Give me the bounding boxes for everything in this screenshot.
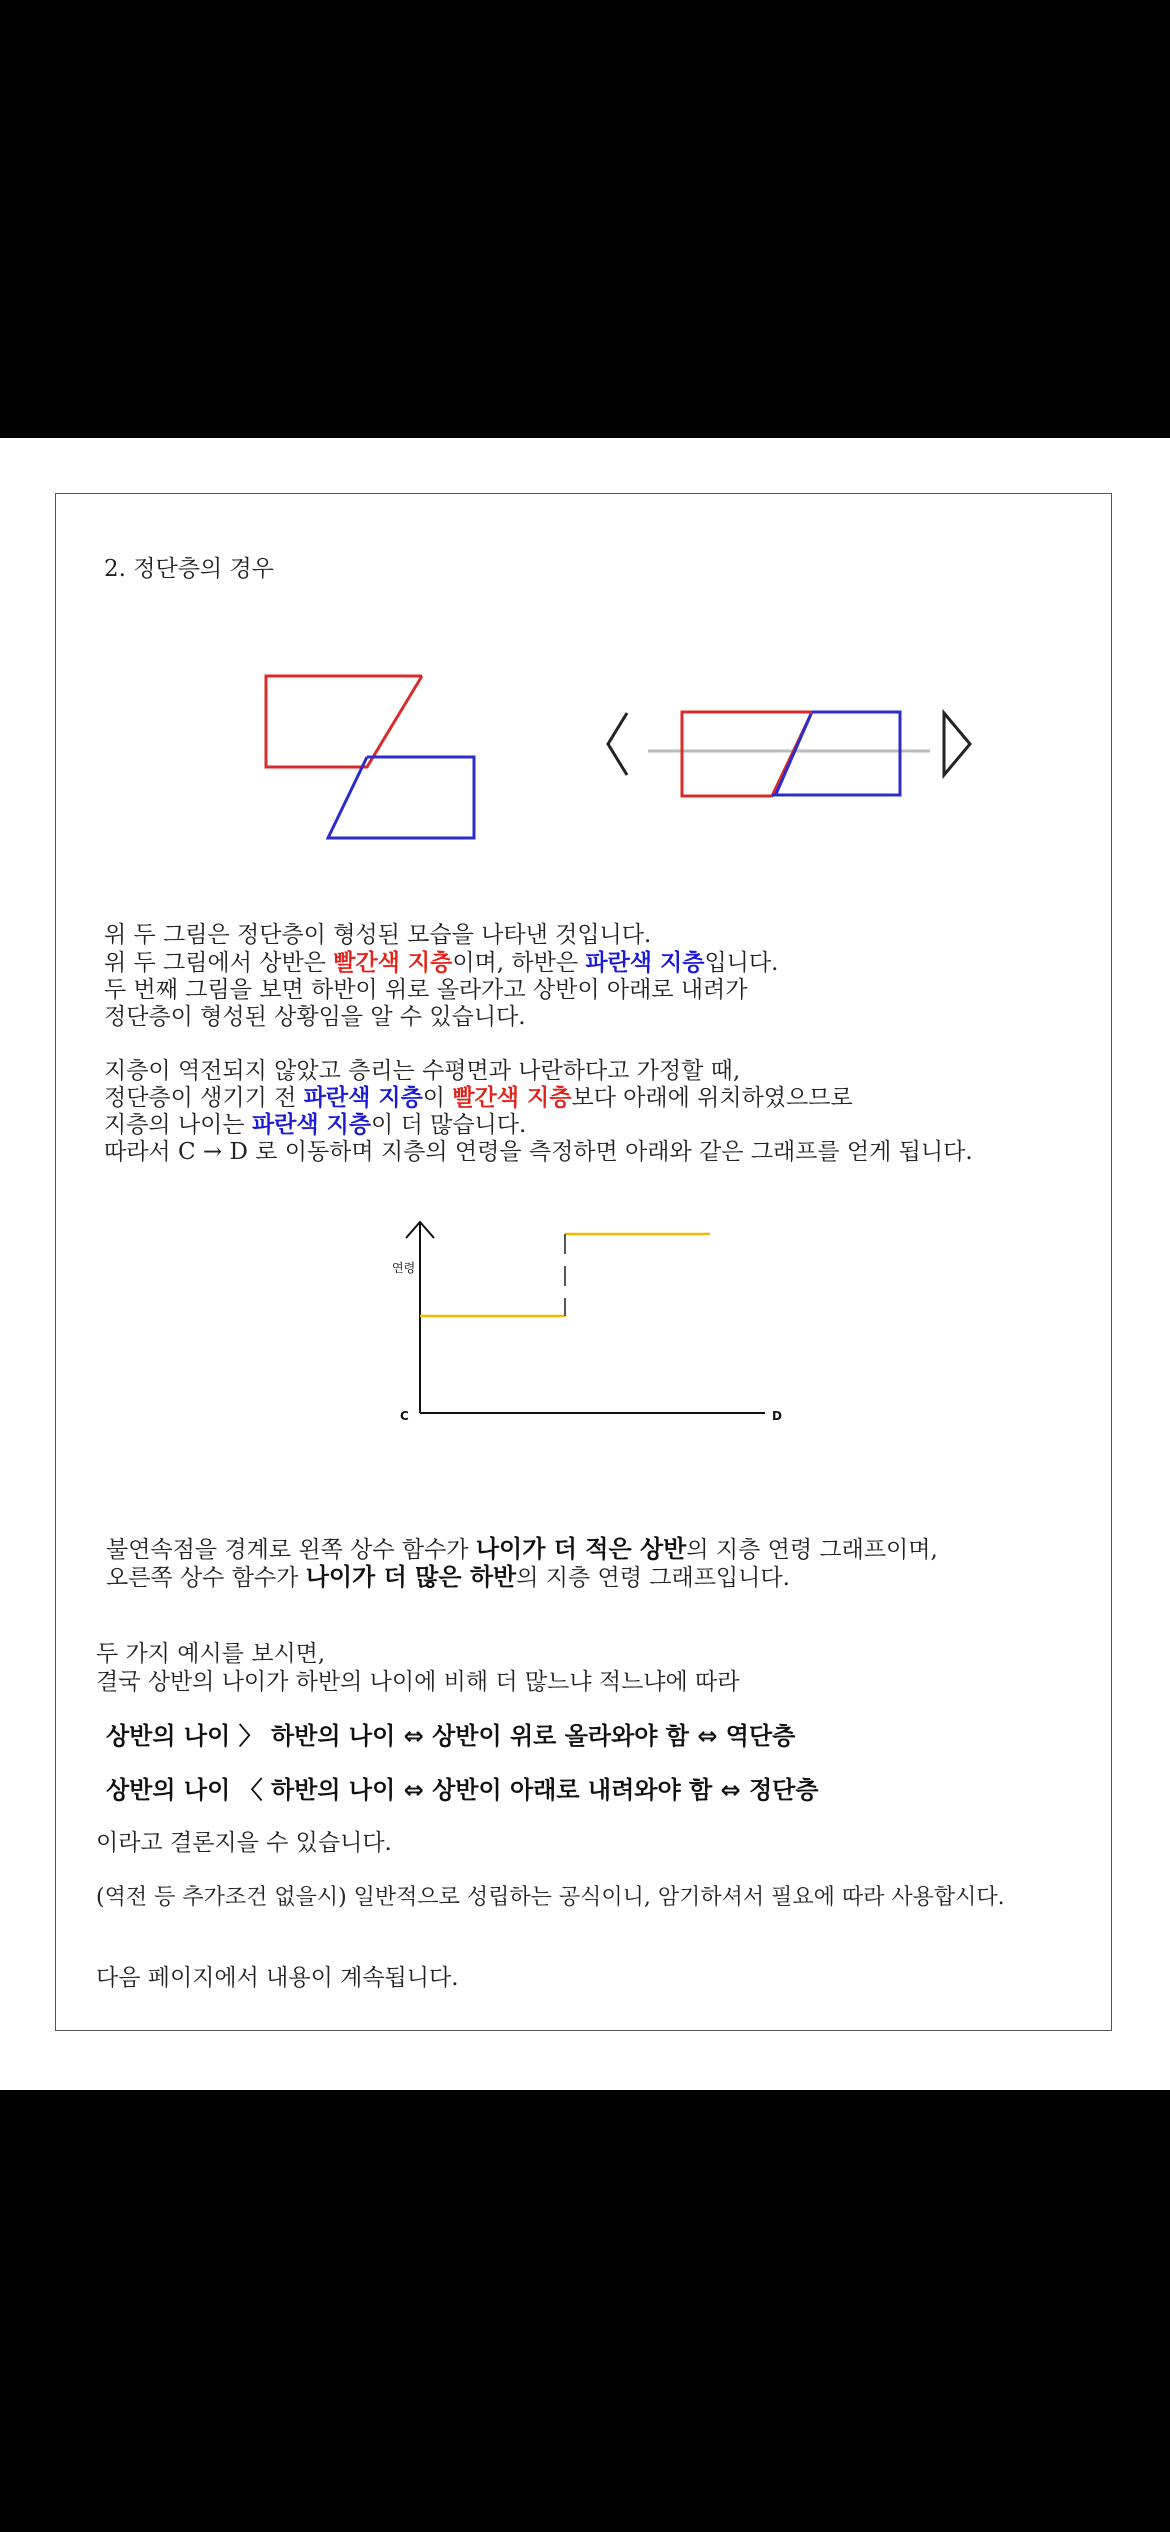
conclusion-text: 이라고 결론지을 수 있습니다. (96, 1830, 392, 1856)
right-arrow-symbol (944, 713, 970, 775)
fault-diagram-1 (250, 668, 500, 838)
rule-reverse-fault: 상반의 나이 〉 하반의 나이 ⇔ 상반이 위로 올라와야 함 ⇔ 역단층 (106, 1722, 796, 1750)
section-heading: 2. 정단층의 경우 (104, 556, 274, 582)
left-arrow-symbol (608, 713, 627, 775)
footwall-blue (328, 757, 474, 838)
rule-normal-fault: 상반의 나이 〈 하반의 나이 ⇔ 상반이 아래로 내려와야 함 ⇔ 정단층 (106, 1776, 819, 1804)
para2-line3: 지층의 나이는 파란색 지층이 더 많습니다. (104, 1112, 527, 1138)
para3-line1: 불연속점을 경계로 왼쪽 상수 함수가 나이가 더 적은 상반의 지층 연령 그래프이며, (106, 1535, 938, 1563)
fault-plane-line (776, 714, 811, 794)
hanging-wall-red (266, 676, 422, 767)
x-end-label: D (772, 1409, 782, 1423)
para2-line4: 따라서 C → D 로 이동하며 지층의 연령을 측정하면 아래와 같은 그래프를 얻게 됩니다. (104, 1139, 973, 1165)
para1-line3: 두 번째 그림을 보면 하반이 위로 올라가고 상반이 아래로 내려가 (104, 977, 748, 1003)
age-chart (380, 1208, 800, 1428)
para3-line2: 오른쪽 상수 함수가 나이가 더 많은 하반의 지층 연령 그래프입니다. (106, 1563, 790, 1591)
para2-line2: 정단층이 생기기 전 파란색 지층이 빨간색 지층보다 아래에 위치하였으므로 (104, 1085, 853, 1111)
para1-line1: 위 두 그림은 정단층이 형성된 모습을 나타낸 것입니다. (104, 922, 652, 948)
note-text: (역전 등 추가조건 없을시) 일반적으로 성립하는 공식이니, 암기하셔서 필요에 따라 사용합시다. (96, 1885, 1005, 1910)
para4-line1: 두 가지 예시를 보시면, (96, 1641, 326, 1667)
continued-text: 다음 페이지에서 내용이 계속됩니다. (96, 1965, 459, 1991)
y-axis-label: 연령 (392, 1261, 416, 1275)
para1-line2: 위 두 그림에서 상반은 빨간색 지층이며, 하반은 파란색 지층입니다. (104, 950, 779, 976)
x-start-label: C (400, 1409, 409, 1423)
para4-line2: 결국 상반의 나이가 하반의 나이에 비해 더 많느냐 적느냐에 따라 (96, 1669, 740, 1695)
fault-diagram-2 (600, 698, 980, 818)
para1-line4: 정단층이 형성된 상황임을 알 수 있습니다. (104, 1004, 526, 1030)
document-page (0, 438, 1170, 2090)
para2-line1: 지층이 역전되지 않았고 층리는 수평면과 나란하다고 가정할 때, (104, 1058, 741, 1084)
